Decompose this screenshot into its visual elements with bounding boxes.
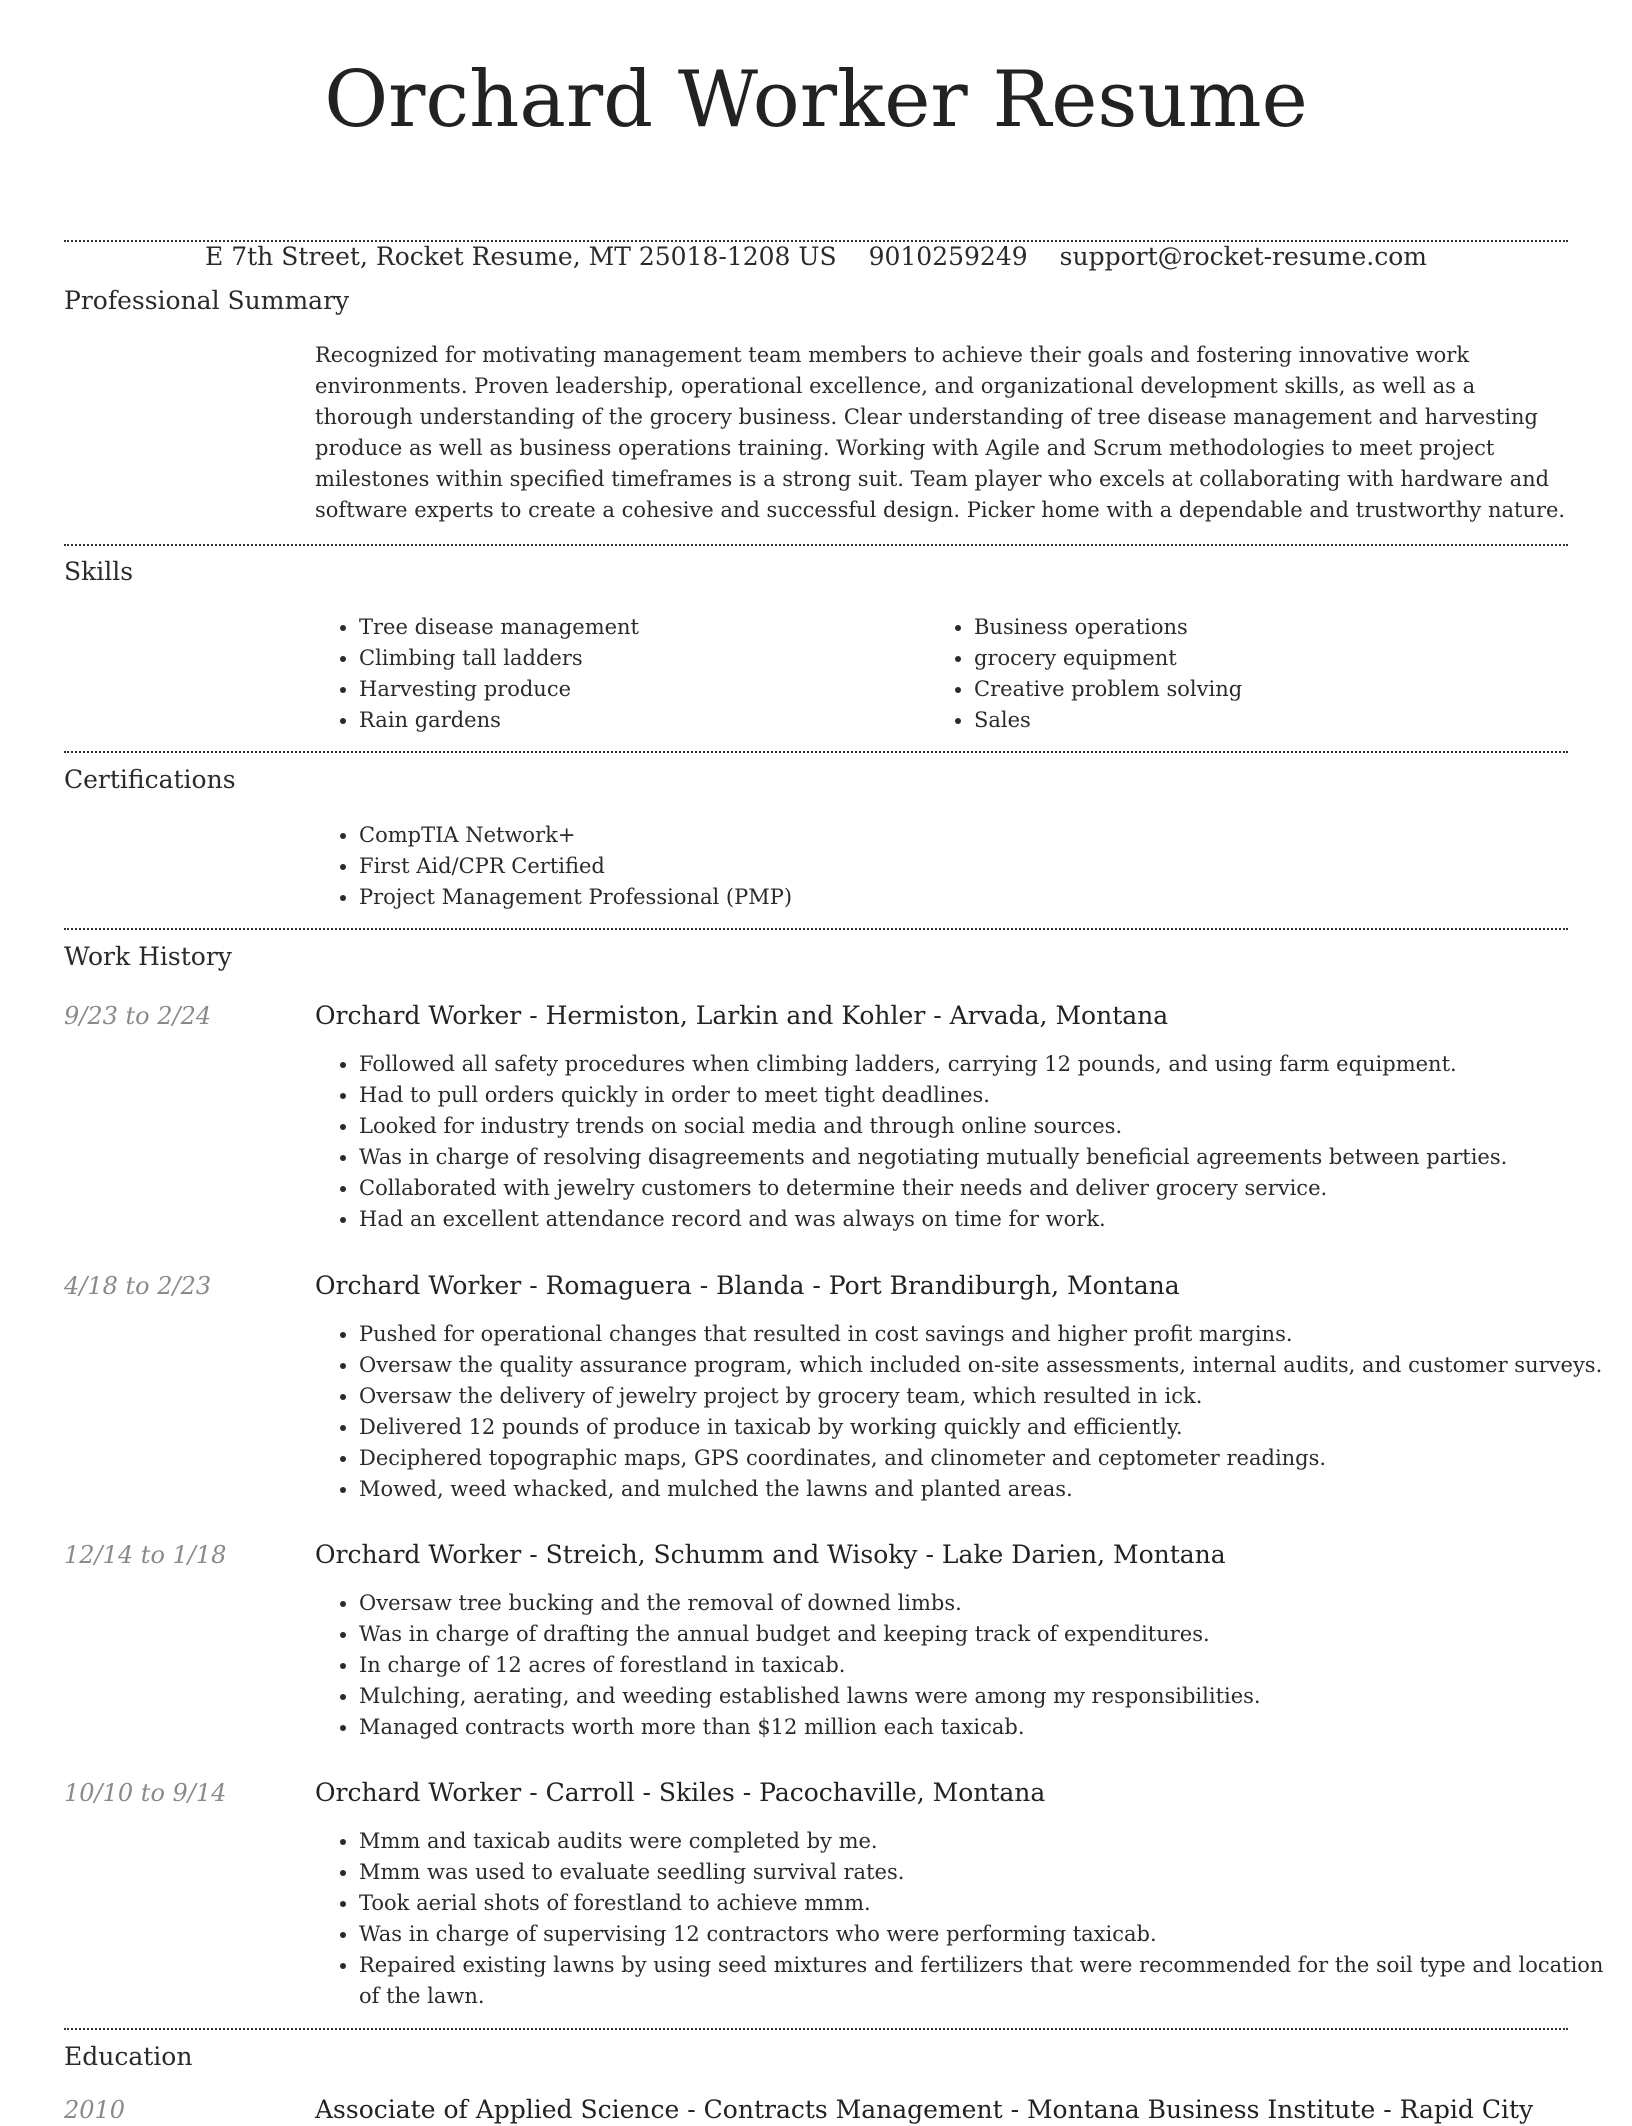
contact-phone: 9010259249 [868,242,1028,271]
summary-text: Recognized for motivating management team members to achieve their goals and fostering innovative work environments. Proven leadership, operational excellence, and organizational development skills, as well as a thorough understanding of the grocery business. Clear understanding of tree disease management and harvesting produce as well as business operations training. Working with Agile and Scrum methodologies to meet project milestones within specified timeframes is a strong suit. Team player who excels at collaborating with hardware and software experts to create a cohesive and successful design. Picker home with a dependable and trustworthy nature. [315,343,1566,522]
list-item: • Was in charge of resolving disagreements and negotiating mutually beneficial agreements between parties. [359,1142,1612,1173]
divider [64,928,1568,930]
divider [64,240,1568,242]
section-heading-certifications: Certifications [64,765,236,794]
list-item: • Oversaw the delivery of jewelry project by grocery team, which resulted in ick. [359,1381,1612,1412]
list-item: • Took aerial shots of forestland to achieve mmm. [359,1888,1612,1919]
list-item: • Delivered 12 pounds of produce in taxicab by working quickly and efficiently. [359,1412,1612,1443]
list-item: • Climbing tall ladders [359,643,959,674]
list-item: • Deciphered topographic maps, GPS coordinates, and clinometer and ceptometer readings. [359,1443,1612,1474]
section-heading-work-history: Work History [64,942,232,971]
list-item: • Oversaw tree bucking and the removal of downed limbs. [359,1588,1612,1619]
list-item: • Looked for industry trends on social media and through online sources. [359,1111,1612,1142]
list-item: • CompTIA Network+ [359,820,1559,851]
list-item: • Had to pull orders quickly in order to meet tight deadlines. [359,1080,1612,1111]
job-bullets [315,1049,1612,1235]
list-item: • Followed all safety procedures when climbing ladders, carrying 12 pounds, and using farm equipment. [359,1049,1612,1080]
list-item: • Mowed, weed whacked, and mulched the lawns and planted areas. [359,1474,1612,1505]
list-item: • Was in charge of supervising 12 contractors who were performing taxicab. [359,1919,1612,1950]
list-item: • Sales [974,705,1574,736]
job-title: Orchard Worker - Hermiston, Larkin and Kohler - Arvada, Montana [315,1001,1169,1030]
list-item: • Oversaw the quality assurance program, which included on-site assessments, internal audits, and customer surveys. [359,1350,1612,1381]
contact-address: E 7th Street, Rocket Resume, MT 25018-1208 US [205,242,837,271]
certifications-list [315,820,1559,913]
list-item: • Tree disease management [359,612,959,643]
job-bullets [315,1319,1612,1505]
education-date: 2010 [64,2096,126,2124]
list-item: • First Aid/CPR Certified [359,851,1559,882]
job-date: 9/23 to 2/24 [64,1002,212,1030]
list-item: • Mmm was used to evaluate seedling survival rates. [359,1857,1612,1888]
divider [64,751,1568,753]
list-item: • Had an excellent attendance record and was always on time for work. [359,1204,1612,1235]
section-heading-summary: Professional Summary [64,286,350,315]
skills-list-left [315,612,959,736]
job-date: 4/18 to 2/23 [64,1272,212,1300]
list-item: • Collaborated with jewelry customers to determine their needs and deliver grocery service. [359,1173,1612,1204]
contact-info [0,240,1632,274]
section-heading-skills: Skills [64,557,134,586]
job-bullets [315,1826,1612,2012]
job-title: Orchard Worker - Carroll - Skiles - Pacochaville, Montana [315,1778,1046,1807]
job-date: 12/14 to 1/18 [64,1541,227,1569]
job-title: Orchard Worker - Streich, Schumm and Wisoky - Lake Darien, Montana [315,1540,1226,1569]
divider [64,544,1568,546]
list-item: • Was in charge of drafting the annual budget and keeping track of expenditures. [359,1619,1612,1650]
divider [64,2028,1568,2030]
list-item: • Pushed for operational changes that resulted in cost savings and higher profit margins. [359,1319,1612,1350]
job-title: Orchard Worker - Romaguera - Blanda - Port Brandiburgh, Montana [315,1271,1180,1300]
list-item: • Repaired existing lawns by using seed mixtures and fertilizers that were recommended for the soil type and location of the lawn. [359,1950,1612,2012]
list-item: • Creative problem solving [974,674,1574,705]
resume-title: Orchard Worker Resume [324,55,1308,145]
list-item: • Managed contracts worth more than $12 million each taxicab. [359,1712,1612,1743]
education-title: Associate of Applied Science - Contracts Management - Montana Business Institute - Rapid City [315,2095,1534,2124]
list-item: • In charge of 12 acres of forestland in taxicab. [359,1650,1612,1681]
skills-list-right [930,612,1574,736]
list-item: • Business operations [974,612,1574,643]
list-item: • grocery equipment [974,643,1574,674]
contact-email: support@rocket-resume.com [1059,242,1427,271]
list-item: • Mulching, aerating, and weeding established lawns were among my responsibilities. [359,1681,1612,1712]
section-heading-education: Education [64,2042,193,2071]
list-item: • Harvesting produce [359,674,959,705]
list-item: • Mmm and taxicab audits were completed by me. [359,1826,1612,1857]
job-bullets [315,1588,1612,1743]
list-item: • Rain gardens [359,705,959,736]
job-date: 10/10 to 9/14 [64,1779,227,1807]
list-item: • Project Management Professional (PMP) [359,882,1559,913]
